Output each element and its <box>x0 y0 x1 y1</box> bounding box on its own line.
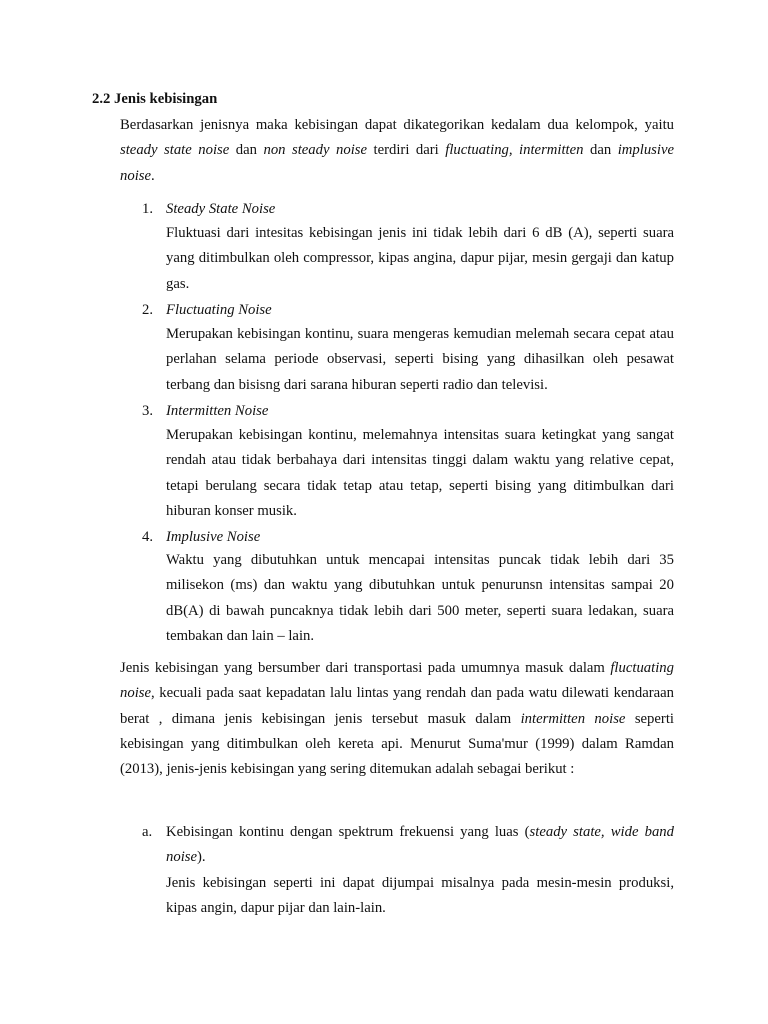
list-item-title <box>142 300 682 320</box>
list-item-number: 2. <box>142 302 154 318</box>
alpha-text-2: ). <box>197 849 206 866</box>
list-item-title <box>142 527 682 547</box>
para2-text-1: Jenis kebisingan yang bersumber dari transportasi pada umumnya masuk dalam <box>120 660 611 676</box>
para2-term-fluctuating: fluctuating noise <box>120 660 674 702</box>
list-item-title <box>142 401 682 421</box>
intro-text-4: dan <box>583 142 618 159</box>
list-item-number: 3. <box>142 403 154 419</box>
intro-text-3: terdiri dari <box>367 142 446 159</box>
list-item-number: 1. <box>142 201 154 217</box>
transport-paragraph <box>120 656 674 782</box>
para2-text-2: , kecuali pada saat kepadatan lalu lintas yang rendah dan pada watu dilewati kendaraan berat , dimana jenis kebisingan jenis tersebut masuk dalam <box>120 685 674 727</box>
list-item-title <box>142 199 682 219</box>
section-heading: 2.2 Jenis kebisingan <box>92 91 218 107</box>
alpha-list-body: Jenis kebisingan seperti ini dapat dijumpai misalnya pada mesin-mesin produksi, kipas angin, dapur pijar dan lain-lain. <box>166 874 674 916</box>
intro-term-implusive: implusive noise <box>120 142 674 184</box>
list-item-title-text: Implusive Noise <box>166 529 261 545</box>
list-item-title-text: Steady State Noise <box>166 201 276 217</box>
list-item-number: 4. <box>142 529 154 545</box>
intro-term-non-steady: non steady noise <box>263 142 368 159</box>
para2-text-3: seperti kebisingan yang ditimbulkan oleh kereta api. Menurut Suma'mur (1999) dalam Ramdan (2013), jenis-jenis kebisingan yang sering ditemukan adalah sebagai berikut : <box>120 710 674 778</box>
intro-term-steady-state: steady state noise <box>120 142 230 159</box>
list-item-body: Waktu yang dibutuhkan untuk mencapai intensitas puncak tidak lebih dari 35 milisekon (ms) dan waktu yang dibutuhkan untuk penurunsn intensitas sampai 20 dB(A) di bawah puncaknya tidak lebih dari 500 meter, seperti suara ledakan, suara tembakan dan lain – lain. <box>166 552 674 644</box>
intro-text-5: . <box>151 167 155 184</box>
alpha-term: steady state, wide band noise <box>166 824 674 866</box>
list-item-body: Merupakan kebisingan kontinu, suara mengeras kemudian melemah secara cepat atau perlahan selama periode observasi, seperti bising yang dihasilkan oleh pesawat terbang dan bisisng dari sarana hiburan seperti radio dan televisi. <box>166 326 674 393</box>
alpha-list-title <box>166 820 674 871</box>
alpha-text-1: Kebisingan kontinu dengan spektrum frekuensi yang luas ( <box>166 824 530 840</box>
alpha-list-content <box>166 820 674 921</box>
list-item-body: Fluktuasi dari intesitas kebisingan jenis ini tidak lebih dari 6 dB (A), seperti suara yang ditimbulkan oleh compressor, kipas angina, dapur pijar, mesin gergaji dan katup gas. <box>166 225 674 292</box>
alpha-list-marker: a. <box>142 824 153 840</box>
list-item-body: Merupakan kebisingan kontinu, melemahnya intensitas suara ketingkat yang sangat rendah atau tidak berbahaya dari intensitas tinggi dalam waktu yang relative cepat, tetapi berulang secara tidak tetap atau tetap, seperti bising yang ditimbulkan dari hiburan konser musik. <box>166 427 674 519</box>
intro-term-fluctuating-intermitten: fluctuating, intermitten <box>445 142 584 159</box>
para2-term-intermitten: intermitten noise <box>520 710 626 727</box>
intro-text-1: Berdasarkan jenisnya maka kebisingan dapat dikategorikan kedalam dua kelompok, yaitu <box>120 117 674 133</box>
intro-paragraph <box>120 113 674 189</box>
intro-text-2: dan <box>229 142 264 159</box>
list-item-title-text: Fluctuating Noise <box>166 302 272 318</box>
list-item-title-text: Intermitten Noise <box>166 403 269 419</box>
